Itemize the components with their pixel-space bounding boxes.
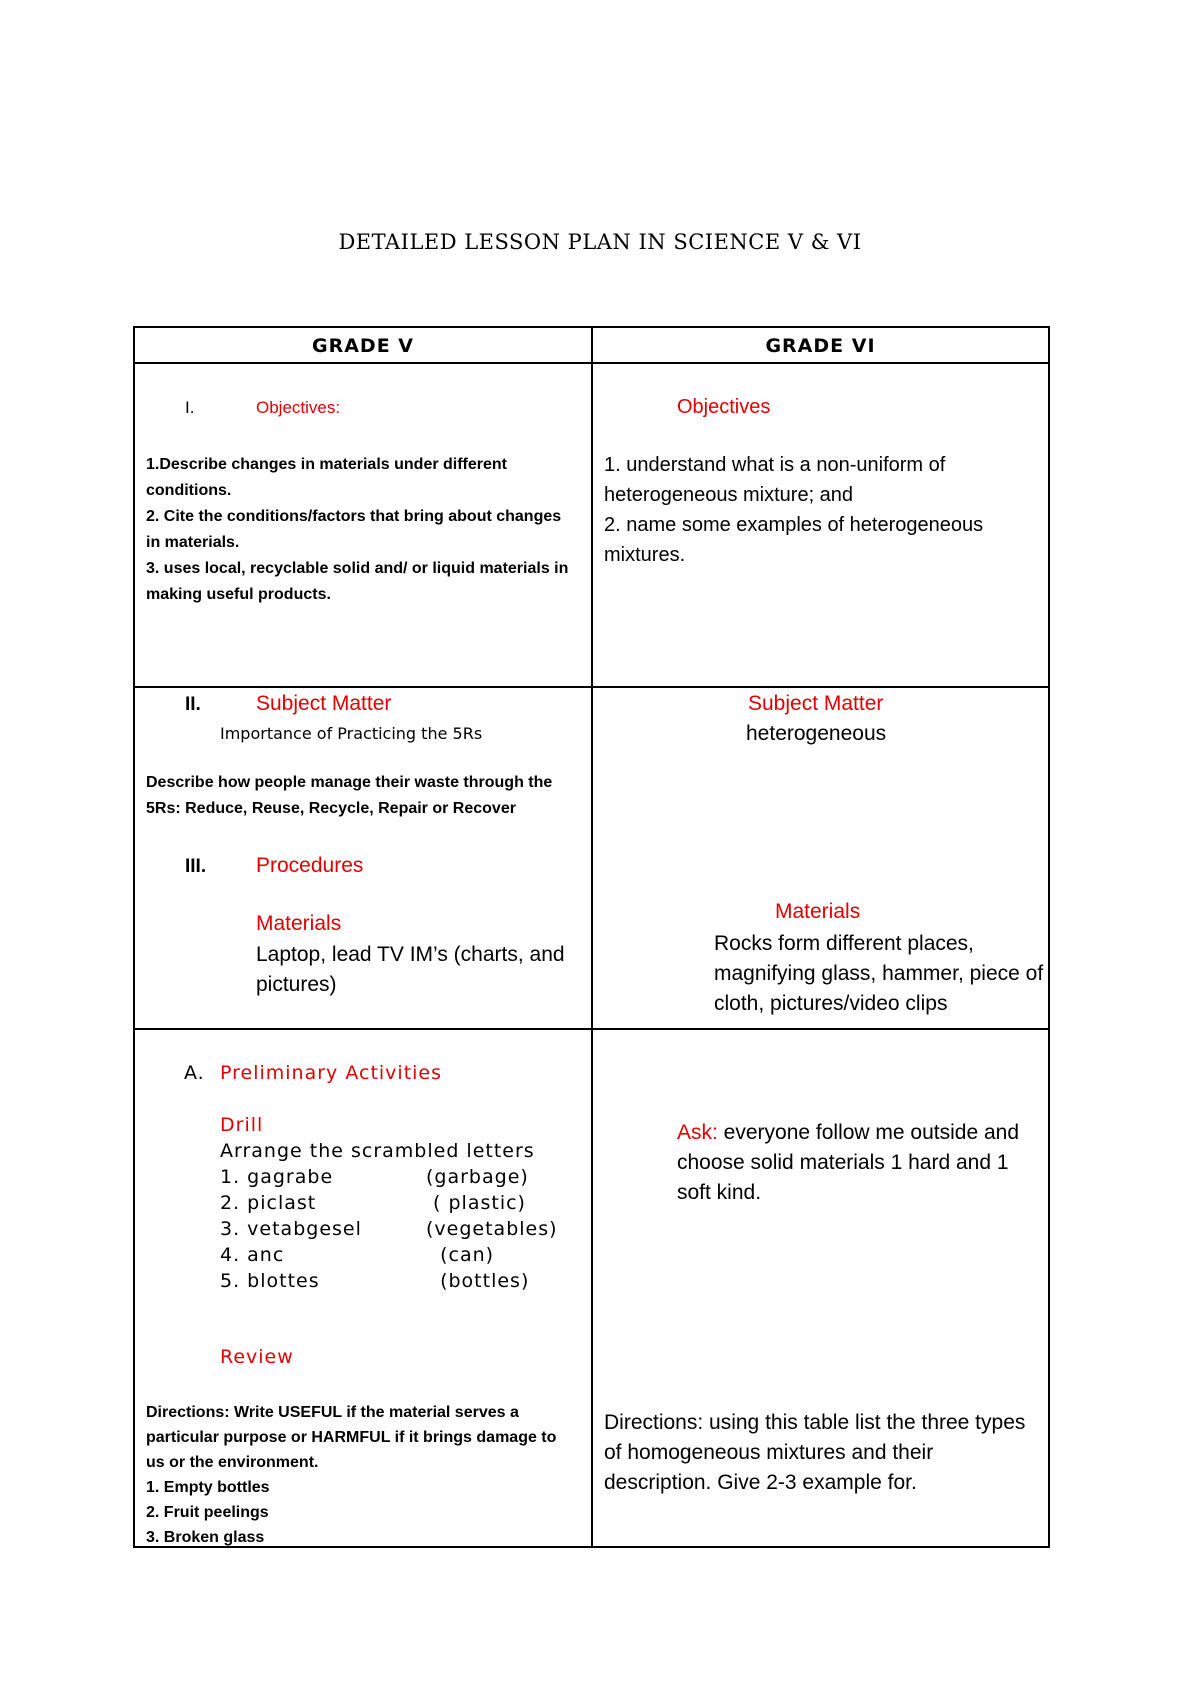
objectives-heading: Objectives: <box>256 398 341 417</box>
subject-matter-row <box>134 687 1049 1029</box>
page-title: DETAILED LESSON PLAN IN SCIENCE V & VI <box>338 230 862 254</box>
ask-label: Ask: <box>677 1121 718 1144</box>
subject-title: Importance of Practicing the 5Rs <box>220 724 483 743</box>
grade-v-activities-cell <box>134 1029 592 1547</box>
grade-v-objectives-cell <box>134 363 592 687</box>
review-item: 3. Broken glass <box>146 1529 265 1546</box>
materials-heading: Materials <box>775 900 861 923</box>
objectives-row <box>134 363 1049 687</box>
lesson-plan-table <box>133 326 1050 1548</box>
roman-numeral-3: III. <box>185 856 207 877</box>
review-heading: Review <box>220 1346 294 1368</box>
subject-description: Describe how people manage their waste through the 5Rs: Reduce, Reuse, Recycle, Repair or Recover <box>146 774 553 817</box>
drill-instruction: Arrange the scrambled letters <box>220 1140 535 1162</box>
objective-item: 2. name some examples of heterogeneous mixtures. <box>604 514 984 566</box>
materials-heading: Materials <box>256 912 342 935</box>
grade-vi-subject-cell <box>592 687 1049 1029</box>
review-directions: Directions: Write USEFUL if the material serves a particular purpose or HARMFUL if it brings damage to us or the environment. <box>146 1404 557 1471</box>
drill-heading: Drill <box>220 1114 264 1136</box>
roman-numeral-1: I. <box>185 398 195 417</box>
subject-title: heterogeneous <box>746 722 887 745</box>
objective-item: 3. uses local, recyclable solid and/ or liquid materials in making useful products. <box>146 560 569 603</box>
objective-item: 1.Describe changes in materials under different conditions. <box>146 456 508 499</box>
grade-vi-directions: Directions: using this table list the three types of homogeneous mixtures and their description. Give 2-3 example for. <box>604 1411 1026 1494</box>
drill-item: 1. gagrabe (garbage) <box>220 1166 529 1188</box>
materials-text: Laptop, lead TV IM’s (charts, and pictures) <box>256 943 565 996</box>
roman-numeral-2: II. <box>185 694 201 715</box>
activity-letter: A. <box>184 1062 205 1084</box>
ask-instruction <box>677 1118 1027 1208</box>
objectives-heading: Objectives <box>677 396 771 418</box>
drill-item: 5. blottes (bottles) <box>220 1270 530 1292</box>
materials-text: Rocks form different places, magnifying glass, hammer, piece of cloth, pictures/video clips <box>714 932 1044 1015</box>
subject-matter-heading: Subject Matter <box>748 692 884 715</box>
grade-vi-header: GRADE VI <box>592 327 1049 363</box>
procedures-heading: Procedures <box>256 854 364 877</box>
subject-matter-heading: Subject Matter <box>256 692 392 715</box>
preliminary-activities-heading: Preliminary Activities <box>220 1062 443 1084</box>
grade-v-subject-cell <box>134 687 592 1029</box>
grade-vi-activities-cell <box>592 1029 1049 1547</box>
review-item: 1. Empty bottles <box>146 1479 270 1496</box>
drill-item: 2. piclast ( plastic) <box>220 1192 526 1214</box>
drill-item: 4. anc (can) <box>220 1244 495 1266</box>
activities-row <box>134 1029 1049 1547</box>
ask-text: everyone follow me outside and choose solid materials 1 hard and 1 soft kind. <box>677 1121 1020 1204</box>
drill-item: 3. vetabgesel (vegetables) <box>220 1218 558 1240</box>
header-row <box>134 327 1049 363</box>
grade-v-header: GRADE V <box>134 327 592 363</box>
review-item: 2. Fruit peelings <box>146 1504 269 1521</box>
grade-vi-objectives-cell <box>592 363 1049 687</box>
objective-item: 1. understand what is a non-uniform of heterogeneous mixture; and <box>604 454 946 506</box>
objective-item: 2. Cite the conditions/factors that bring about changes in materials. <box>146 508 562 551</box>
